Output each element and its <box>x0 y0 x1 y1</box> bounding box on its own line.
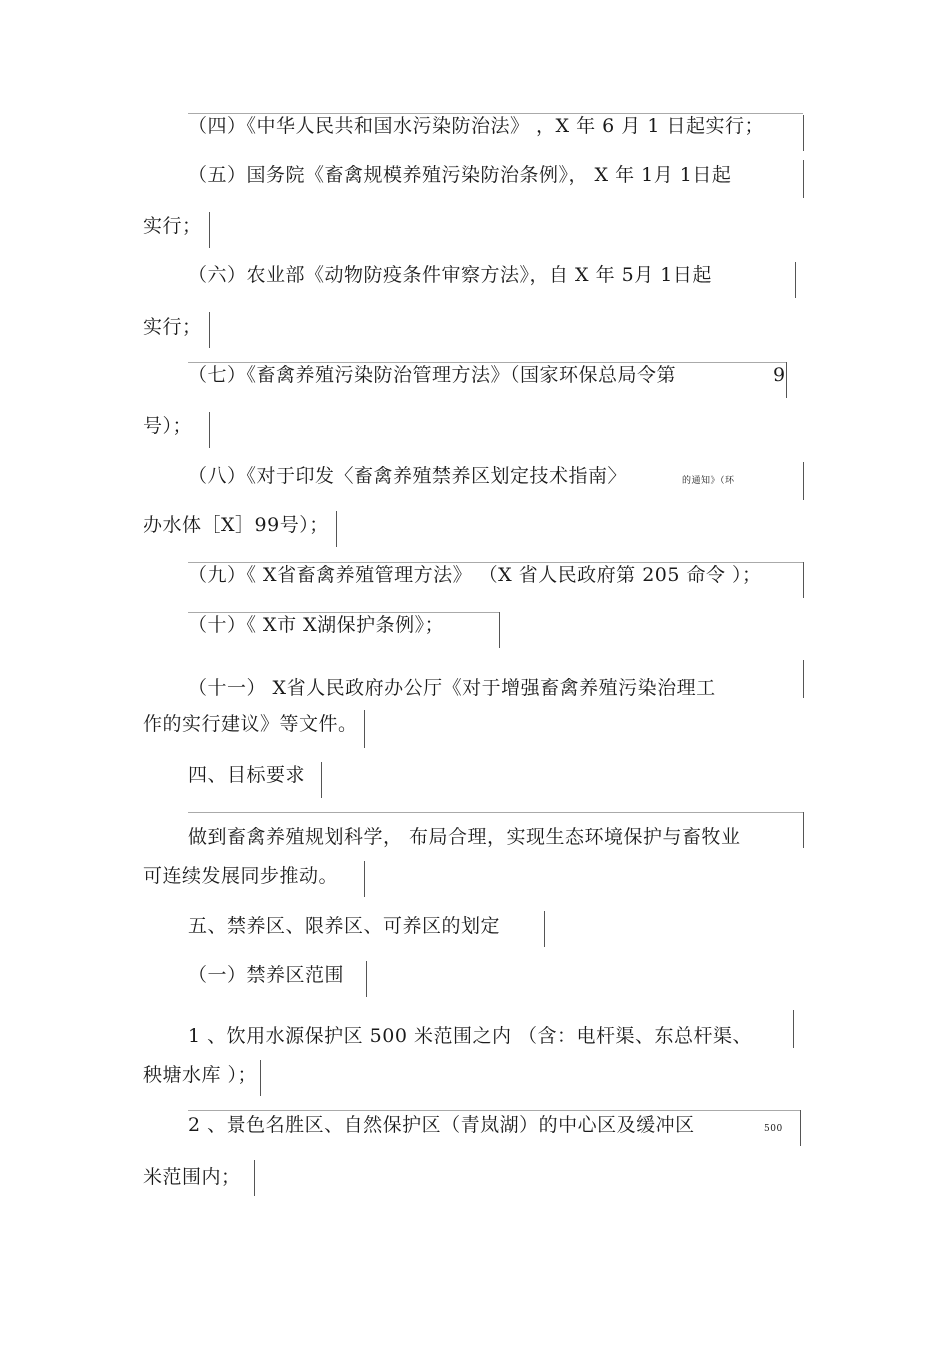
text-line: 9 <box>773 364 786 386</box>
rule-line <box>364 861 365 897</box>
rule-line <box>803 660 804 698</box>
text-line: 米范围内； <box>143 1166 241 1188</box>
text-line: 2 、景色名胜区、自然保护区（青岚湖）的中心区及缓冲区 <box>188 1114 695 1136</box>
subheading: （一）禁养区范围 <box>188 964 345 986</box>
rule-line <box>499 612 500 648</box>
text-line: 做到畜禽养殖规划科学， 布局合理，实现生态环境保护与畜牧业 <box>188 826 741 848</box>
small-text: 500 <box>764 1124 783 1134</box>
text-line: （七）《畜禽养殖污染防治管理方法》（国家环保总局令第 <box>188 364 677 386</box>
rule-line <box>336 511 337 547</box>
rule-line <box>188 812 803 813</box>
rule-line <box>803 160 804 198</box>
text-line: （六）农业部《动物防疫条件审察方法》，自 X 年 5月 1日起 <box>188 264 712 286</box>
rule-line <box>254 1160 255 1196</box>
rule-line <box>260 1060 261 1096</box>
text-line: 可连续发展同步推动。 <box>143 865 339 887</box>
text-line: 1 、饮用水源保护区 500 米范围之内 （含：电杆渠、东总杆渠、 <box>188 1025 753 1047</box>
rule-line <box>188 562 803 563</box>
heading: 四、目标要求 <box>188 764 306 786</box>
text-line: 实行； <box>143 215 202 237</box>
heading: 五、禁养区、限养区、可养区的划定 <box>188 915 501 937</box>
rule-line <box>364 710 365 748</box>
rule-line <box>188 113 803 114</box>
text-line: （九）《 X省畜禽养殖管理方法》 （X 省人民政府第 205 命令 ）； <box>188 564 762 586</box>
rule-line <box>803 462 804 500</box>
rule-line <box>209 312 210 348</box>
text-line: （十一） X省人民政府办公厅《对于增强畜禽养殖污染治理工 <box>188 677 716 699</box>
rule-line <box>188 1110 800 1111</box>
text-line: （五）国务院《畜禽规模养殖污染防治条例》， X 年 1月 1日起 <box>188 164 732 186</box>
rule-line <box>803 115 804 151</box>
text-line: 办水体［X］99号）； <box>143 514 329 536</box>
text-line: （八）《对于印发〈畜禽养殖禁养区划定技术指南〉 <box>188 465 628 487</box>
text-line: （四）《中华人民共和国水污染防治法》 ，X 年 6 月 1 日起实行； <box>188 115 764 137</box>
rule-line <box>803 562 804 598</box>
text-line: 作的实行建议》等文件。 <box>143 713 358 735</box>
rule-line <box>366 961 367 997</box>
rule-line <box>188 612 499 613</box>
rule-line <box>795 262 796 298</box>
rule-line <box>786 362 787 398</box>
rule-line <box>209 412 210 448</box>
text-line: （十）《 X市 X湖保护条例》； <box>188 614 445 636</box>
rule-line <box>209 212 210 248</box>
rule-line <box>321 762 322 798</box>
text-line: 实行； <box>143 316 202 338</box>
rule-line <box>793 1010 794 1048</box>
rule-line <box>803 812 804 848</box>
rule-line <box>544 911 545 947</box>
text-line: 号）； <box>143 415 193 437</box>
small-text: 的通知》（环 <box>682 476 735 486</box>
rule-line <box>188 362 786 363</box>
text-line: 秧塘水库 ）； <box>143 1064 258 1086</box>
rule-line <box>800 1110 801 1146</box>
